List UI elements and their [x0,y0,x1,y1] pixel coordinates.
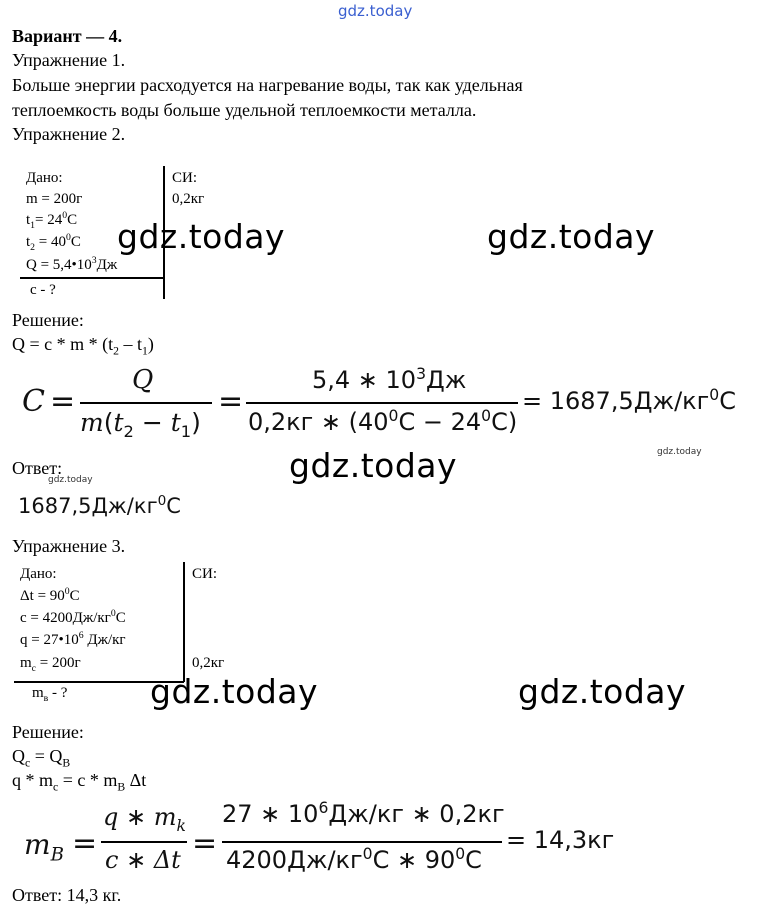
given-find-divider [20,277,164,279]
given3-label: Дано: [20,566,57,582]
given-mass: m = 200г [26,191,83,207]
exercise1-text-line2: теплоемкость воды больше удельной теплоемкости металла. [12,100,477,120]
given3-q: $q = 27•10^6$ Дж/кг [20,630,126,648]
watermark-top: gdz.today [338,2,413,20]
watermark-2: gdz.today [487,217,656,256]
eq3-den-2: $4200Дж/кг^0C$ ∗ $90^0C$ [226,845,482,874]
variant-heading: Вариант — 4. [12,26,123,46]
eq3-den-1: c ∗ Δt [105,846,181,874]
given-t2: $t_2 = 40^0C$ [26,232,81,253]
given3-si-divider [183,562,185,682]
exercise3-balance: $Q_c = Q_B$ [12,746,71,770]
si3-label: СИ: [192,566,218,582]
eq3-mb: $m_B$ [24,828,64,866]
given-t1: $t_1= 24^0C$ [26,210,78,231]
eq3-result: = 14,3кг [506,826,615,854]
find3-mb: $m_в$ - ? [32,685,68,704]
watermark-4: gdz.today [150,672,319,711]
find-c: с - ? [30,282,56,298]
exercise3-title: Упражнение 3. [12,536,126,556]
eq2-fraction-bar-1 [80,402,212,404]
given3-c: $c = 4200Дж/кг^0C$ [20,608,126,626]
eq2-fraction-bar-2 [246,402,518,404]
eq2-result: = $1687,5Дж/кг^0C$ [522,386,736,415]
eq2-equals-1: = [50,384,76,419]
eq2-num-2: 5,4 ∗ $10^3Дж$ [312,365,467,394]
given-heat: $Q = 5,4•10^3Дж$ [26,255,118,273]
watermark-3: gdz.today [289,446,458,485]
exercise2-answer-value: $1687,5Дж/кг^0C$ [18,493,181,518]
given3-mc: $m_c = 200г$ [20,655,81,674]
exercise2-solution-label: Решение: [12,310,84,330]
exercise2-formula: $Q = c * m * (t_2 - t_1)$ [12,334,154,358]
eq3-num-2: 27 ∗ $10^6Дж/кг$ ∗ 0,2кг [222,799,505,828]
exercise3-solution-label: Решение: [12,722,84,742]
exercise2-answer-label: Ответ: [12,458,63,478]
exercise1-text-line1: Больше энергии расходуется на нагревание воды, так как удельная [12,75,523,95]
eq2-den-2: 0,2кг ∗ $(40^0C - 24^0C)$ [248,407,518,436]
exercise3-formula: $q * m_c = c * m_B$ Δt [12,770,147,794]
exercise1-title: Упражнение 1. [12,50,126,70]
eq2-equals-2: = [218,384,244,419]
watermark-1: gdz.today [117,217,286,256]
watermark-5: gdz.today [518,672,687,711]
watermark-small-1: gdz.today [657,447,702,457]
eq3-fraction-bar-1 [101,841,187,843]
si-label: СИ: [172,170,198,186]
eq2-c: C [22,384,45,419]
eq3-fraction-bar-2 [222,841,502,843]
eq2-den-1: $m(t_2 - t_1)$ [80,408,201,441]
given3-dt: $\Delta t = 90^0C$ [20,586,80,604]
exercise3-answer: Ответ: 14,3 кг. [12,885,122,905]
eq3-equals-1: = [72,826,98,861]
eq3-equals-2: = [192,826,218,861]
eq2-num-q: Q [132,365,154,395]
given-label: Дано: [26,170,63,186]
eq3-num-1: q ∗ $m_k$ [103,803,186,835]
si-mass: 0,2кг [172,191,205,207]
exercise2-title: Упражнение 2. [12,124,126,144]
si3-mc: 0,2кг [192,655,225,671]
watermark-small-2: gdz.today [48,475,93,485]
